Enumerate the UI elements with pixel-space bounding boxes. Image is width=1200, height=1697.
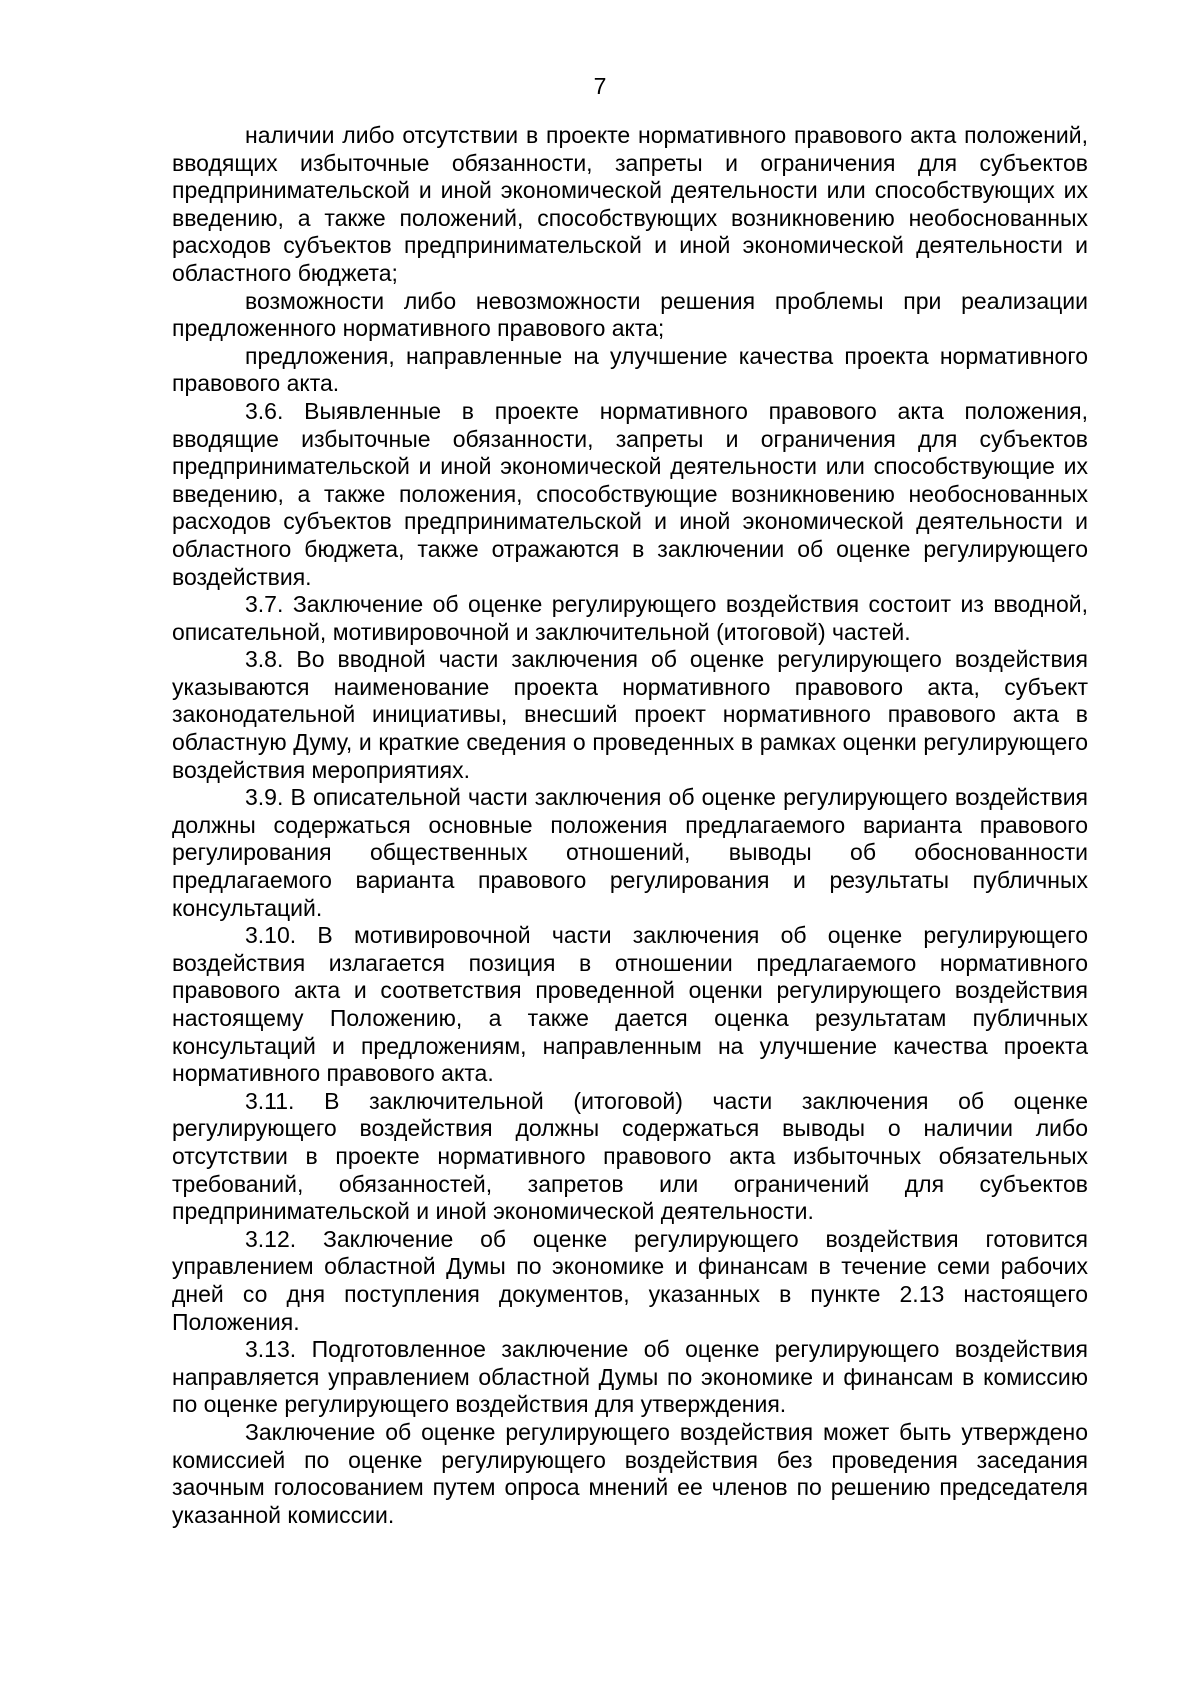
paragraph-3-10: 3.10. В мотивировочной части заключения об оценке регулирующего воздействия излагается позиция в отношении предлагаемого нормативного правового акта и соответствия проведенной оценки регулирующего воздействия настоящему Положению, а также дается оценка результатам публичных консультаций и предложениям, направленным на улучшение качества проекта нормативного правового акта. [172, 922, 1088, 1087]
page-number: 7 [593, 73, 607, 99]
paragraph: Заключение об оценке регулирующего воздействия может быть утверждено комиссией по оценке регулирующего воздействия без проведения заседания заочным голосованием путем опроса мнений ее членов по решению председателя указанной комиссии. [172, 1418, 1088, 1528]
paragraph-3-6: 3.6. Выявленные в проекте нормативного правового акта положения, вводящие избыточные обязанности, запреты и ограничения для субъектов предпринимательской и иной экономической деятельности или способствующие их введению, а также положения, способствующие возникновению необоснованных расходов субъектов предпринимательской и иной экономической деятельности и областного бюджета, также отражаются в заключении об оценке регулирующего воздействия. [172, 397, 1088, 590]
paragraph: предложения, направленные на улучшение качества проекта нормативного правового акта. [172, 342, 1088, 397]
paragraph-3-8: 3.8. Во вводной части заключения об оценке регулирующего воздействия указываются наименование проекта нормативного правового акта, субъект законодательной инициативы, внесший проект нормативного правового акта в областную Думу, и краткие сведения о проведенных в рамках оценки регулирующего воздействия мероприятиях. [172, 646, 1088, 783]
paragraph-3-7: 3.7. Заключение об оценке регулирующего воздействия состоит из вводной, описательной, мотивировочной и заключительной (итоговой) частей. [172, 591, 1088, 645]
paragraph-3-12: 3.12. Заключение об оценке регулирующего воздействия готовится управлением областной Думы по экономике и финансам в течение семи рабочих дней со дня поступления документов, указанных в пункте 2.13 настоящего Положения. [172, 1225, 1088, 1335]
paragraph-3-13: 3.13. Подготовленное заключение об оценке регулирующего воздействия направляется управлением областной Думы по экономике и финансам в комиссию по оценке регулирующего воздействия для утверждения. [172, 1336, 1088, 1418]
paragraph: возможности либо невозможности решения проблемы при реализации предложенного нормативного правового акта; [172, 287, 1088, 342]
paragraph: наличии либо отсутствии в проекте нормативного правового акта положений, вводящих избыточные обязанности, запреты и ограничения для субъектов предпринимательской и иной экономической деятельности или способствующих их введению, а также положений, способствующих возникновению необоснованных расходов субъектов предпринимательской и иной экономической деятельности и областного бюджета; [172, 122, 1088, 286]
paragraph-3-9: 3.9. В описательной части заключения об оценке регулирующего воздействия должны содержаться основные положения предлагаемого варианта правового регулирования общественных отношений, выводы об обоснованности предлагаемого варианта правового регулирования и результаты публичных консультаций. [172, 784, 1088, 921]
paragraph-3-11: 3.11. В заключительной (итоговой) части заключения об оценке регулирующего воздействия должны содержаться выводы о наличии либо отсутствии в проекте нормативного правового акта избыточных обязательных требований, обязанностей, запретов или ограничений для субъектов предпринимательской и иной экономической деятельности. [172, 1087, 1088, 1225]
document-body [172, 122, 1088, 1529]
